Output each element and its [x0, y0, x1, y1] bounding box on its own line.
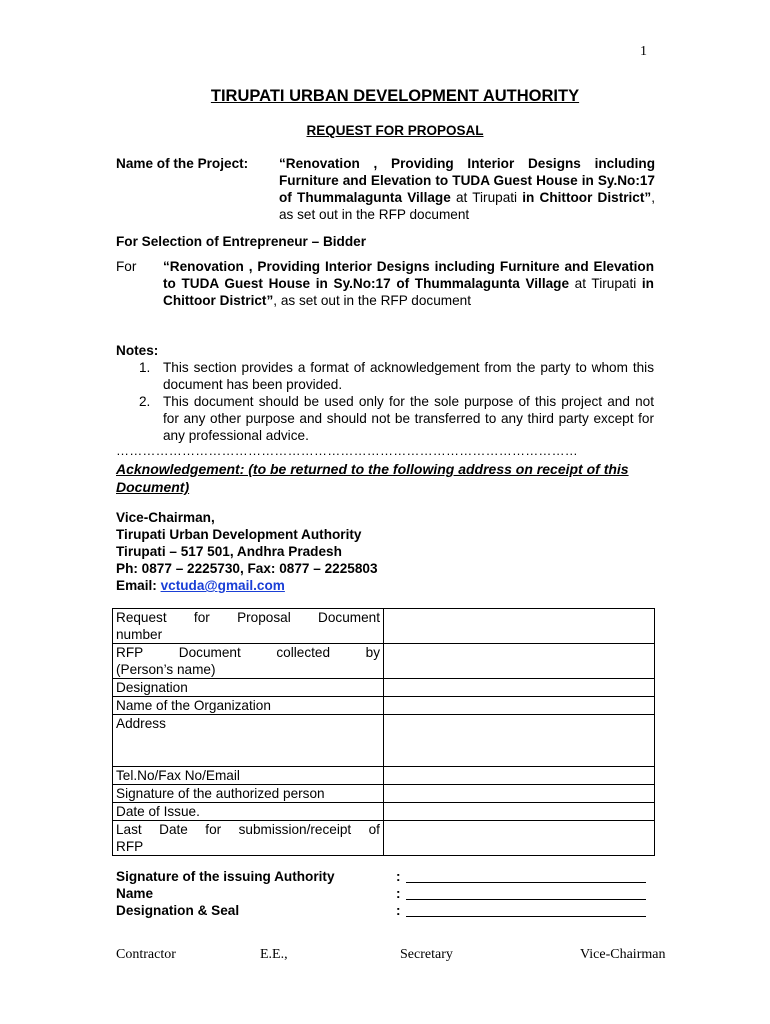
- for-at-text: at Tirupati: [569, 276, 642, 291]
- footer-ee: E.E.,: [260, 947, 288, 962]
- table-row: [113, 785, 655, 803]
- project-at-text: at Tirupati: [450, 190, 523, 205]
- issuing-name-line[interactable]: [406, 899, 646, 900]
- table-row: [113, 697, 655, 715]
- justified-line: [116, 609, 380, 626]
- footer-vice-chairman: Vice-Chairman: [580, 947, 666, 962]
- project-district-text: in Chittoor District”: [522, 190, 652, 205]
- justified-line: [116, 644, 380, 661]
- organization-label: Name of the Organization: [113, 697, 384, 715]
- date-of-issue-field[interactable]: [384, 803, 655, 821]
- acknowledgement-heading: Acknowledgement: (to be returned to the following address on receipt of this Document): [116, 461, 629, 495]
- footer-contractor: Contractor: [116, 947, 176, 962]
- issuing-signature-label: Signature of the issuing Authority: [116, 869, 335, 884]
- note-number: 2.: [139, 394, 151, 409]
- word: Last: [116, 822, 142, 837]
- project-name-text: “Renovation , Providing Interior Designs including Furniture and Elevation to TUDA Guest House in Sy.No:17 of Thummalagunta Village: [279, 156, 655, 205]
- table-row: [113, 715, 655, 767]
- word: by: [365, 645, 380, 660]
- collected-by-field[interactable]: [384, 644, 655, 679]
- colon: :: [396, 869, 401, 884]
- word: submission/receipt: [238, 822, 352, 837]
- word: Date: [159, 822, 188, 837]
- word: for: [205, 822, 222, 837]
- issuing-signature-line[interactable]: [406, 882, 646, 883]
- project-label: Name of the Project:: [116, 156, 249, 171]
- note-text: This section provides a format of acknowledgement from the party to whom this document has been provided.: [163, 360, 654, 392]
- date-of-issue-label: Date of Issue.: [113, 803, 384, 821]
- word: Document: [178, 645, 241, 660]
- name-row: [116, 885, 656, 902]
- for-label: For: [116, 259, 137, 274]
- address-line: Tirupati Urban Development Authority: [116, 527, 362, 542]
- email-link[interactable]: vctuda@gmail.com: [160, 578, 285, 593]
- note-item: [136, 393, 654, 444]
- notes-list: [136, 359, 654, 444]
- document-title: TIRUPATI URBAN DEVELOPMENT AUTHORITY: [210, 87, 580, 105]
- project-value: [279, 155, 655, 223]
- dotted-separator: ……………………………………………………………………………………………: [116, 443, 578, 458]
- table-row: [113, 609, 655, 644]
- signature-label: Signature of the authorized person: [113, 785, 384, 803]
- table-row: [113, 821, 655, 856]
- acknowledgement-form-table: [112, 608, 655, 856]
- signature-row: [116, 868, 656, 885]
- signature-field[interactable]: [384, 785, 655, 803]
- selection-heading: For Selection of Entrepreneur – Bidder: [116, 234, 367, 249]
- word: Document: [318, 610, 380, 625]
- contact-field[interactable]: [384, 767, 655, 785]
- issuing-authority-block: [116, 868, 656, 919]
- rfp-number-label: [113, 609, 384, 644]
- email-label: Email:: [116, 578, 161, 593]
- table-row: [113, 767, 655, 785]
- address-field[interactable]: [384, 715, 655, 767]
- email-line: [116, 577, 378, 594]
- for-value: [163, 258, 654, 309]
- word: Proposal: [237, 610, 291, 625]
- issuing-designation-label: Designation & Seal: [116, 903, 240, 918]
- label-line: (Person’s name): [116, 662, 216, 677]
- label-line: RFP: [116, 839, 144, 854]
- footer-secretary: Secretary: [400, 947, 453, 962]
- table-row: [113, 679, 655, 697]
- issuing-designation-line[interactable]: [406, 916, 646, 917]
- address-label: Address: [113, 715, 384, 767]
- address-line: Ph: 0877 – 2225730, Fax: 0877 – 2225803: [116, 561, 378, 576]
- table-row: [113, 803, 655, 821]
- designation-label: Designation: [113, 679, 384, 697]
- designation-row: [116, 902, 656, 919]
- table-row: [113, 644, 655, 679]
- return-address: [116, 509, 378, 594]
- address-line: Vice-Chairman,: [116, 510, 215, 525]
- colon: :: [396, 903, 401, 918]
- word: collected: [276, 645, 331, 660]
- organization-field[interactable]: [384, 697, 655, 715]
- project-suffix-text: , as set out in the RFP document: [279, 190, 655, 222]
- note-text: This document should be used only for the sole purpose of this project and not for any other purpose and should not be transferred to any third party except for any professional advice.: [163, 394, 654, 443]
- justified-line: [116, 821, 380, 838]
- note-item: [136, 359, 654, 393]
- for-name-text: “Renovation , Providing Interior Designs including Furniture and Elevation to TUDA Guest House in Sy.No:17 of Thummalagunta Village: [163, 259, 654, 291]
- contact-label: Tel.No/Fax No/Email: [113, 767, 384, 785]
- word: for: [193, 610, 210, 625]
- colon: :: [396, 886, 401, 901]
- label-line: number: [116, 627, 163, 642]
- notes-title: Notes:: [116, 343, 159, 358]
- last-date-label: [113, 821, 384, 856]
- for-suffix-text: , as set out in the RFP document: [273, 293, 471, 308]
- word: Request: [116, 610, 167, 625]
- for-district-text: in Chittoor District”: [163, 276, 654, 308]
- document-subtitle: REQUEST FOR PROPOSAL: [306, 123, 484, 138]
- note-number: 1.: [139, 360, 151, 375]
- collected-by-label: [113, 644, 384, 679]
- word: of: [368, 822, 380, 837]
- page-number: 1: [640, 44, 647, 59]
- word: RFP: [116, 645, 144, 660]
- rfp-number-field[interactable]: [384, 609, 655, 644]
- issuing-name-label: Name: [116, 886, 154, 901]
- address-line: Tirupati – 517 501, Andhra Pradesh: [116, 544, 342, 559]
- designation-field[interactable]: [384, 679, 655, 697]
- last-date-field[interactable]: [384, 821, 655, 856]
